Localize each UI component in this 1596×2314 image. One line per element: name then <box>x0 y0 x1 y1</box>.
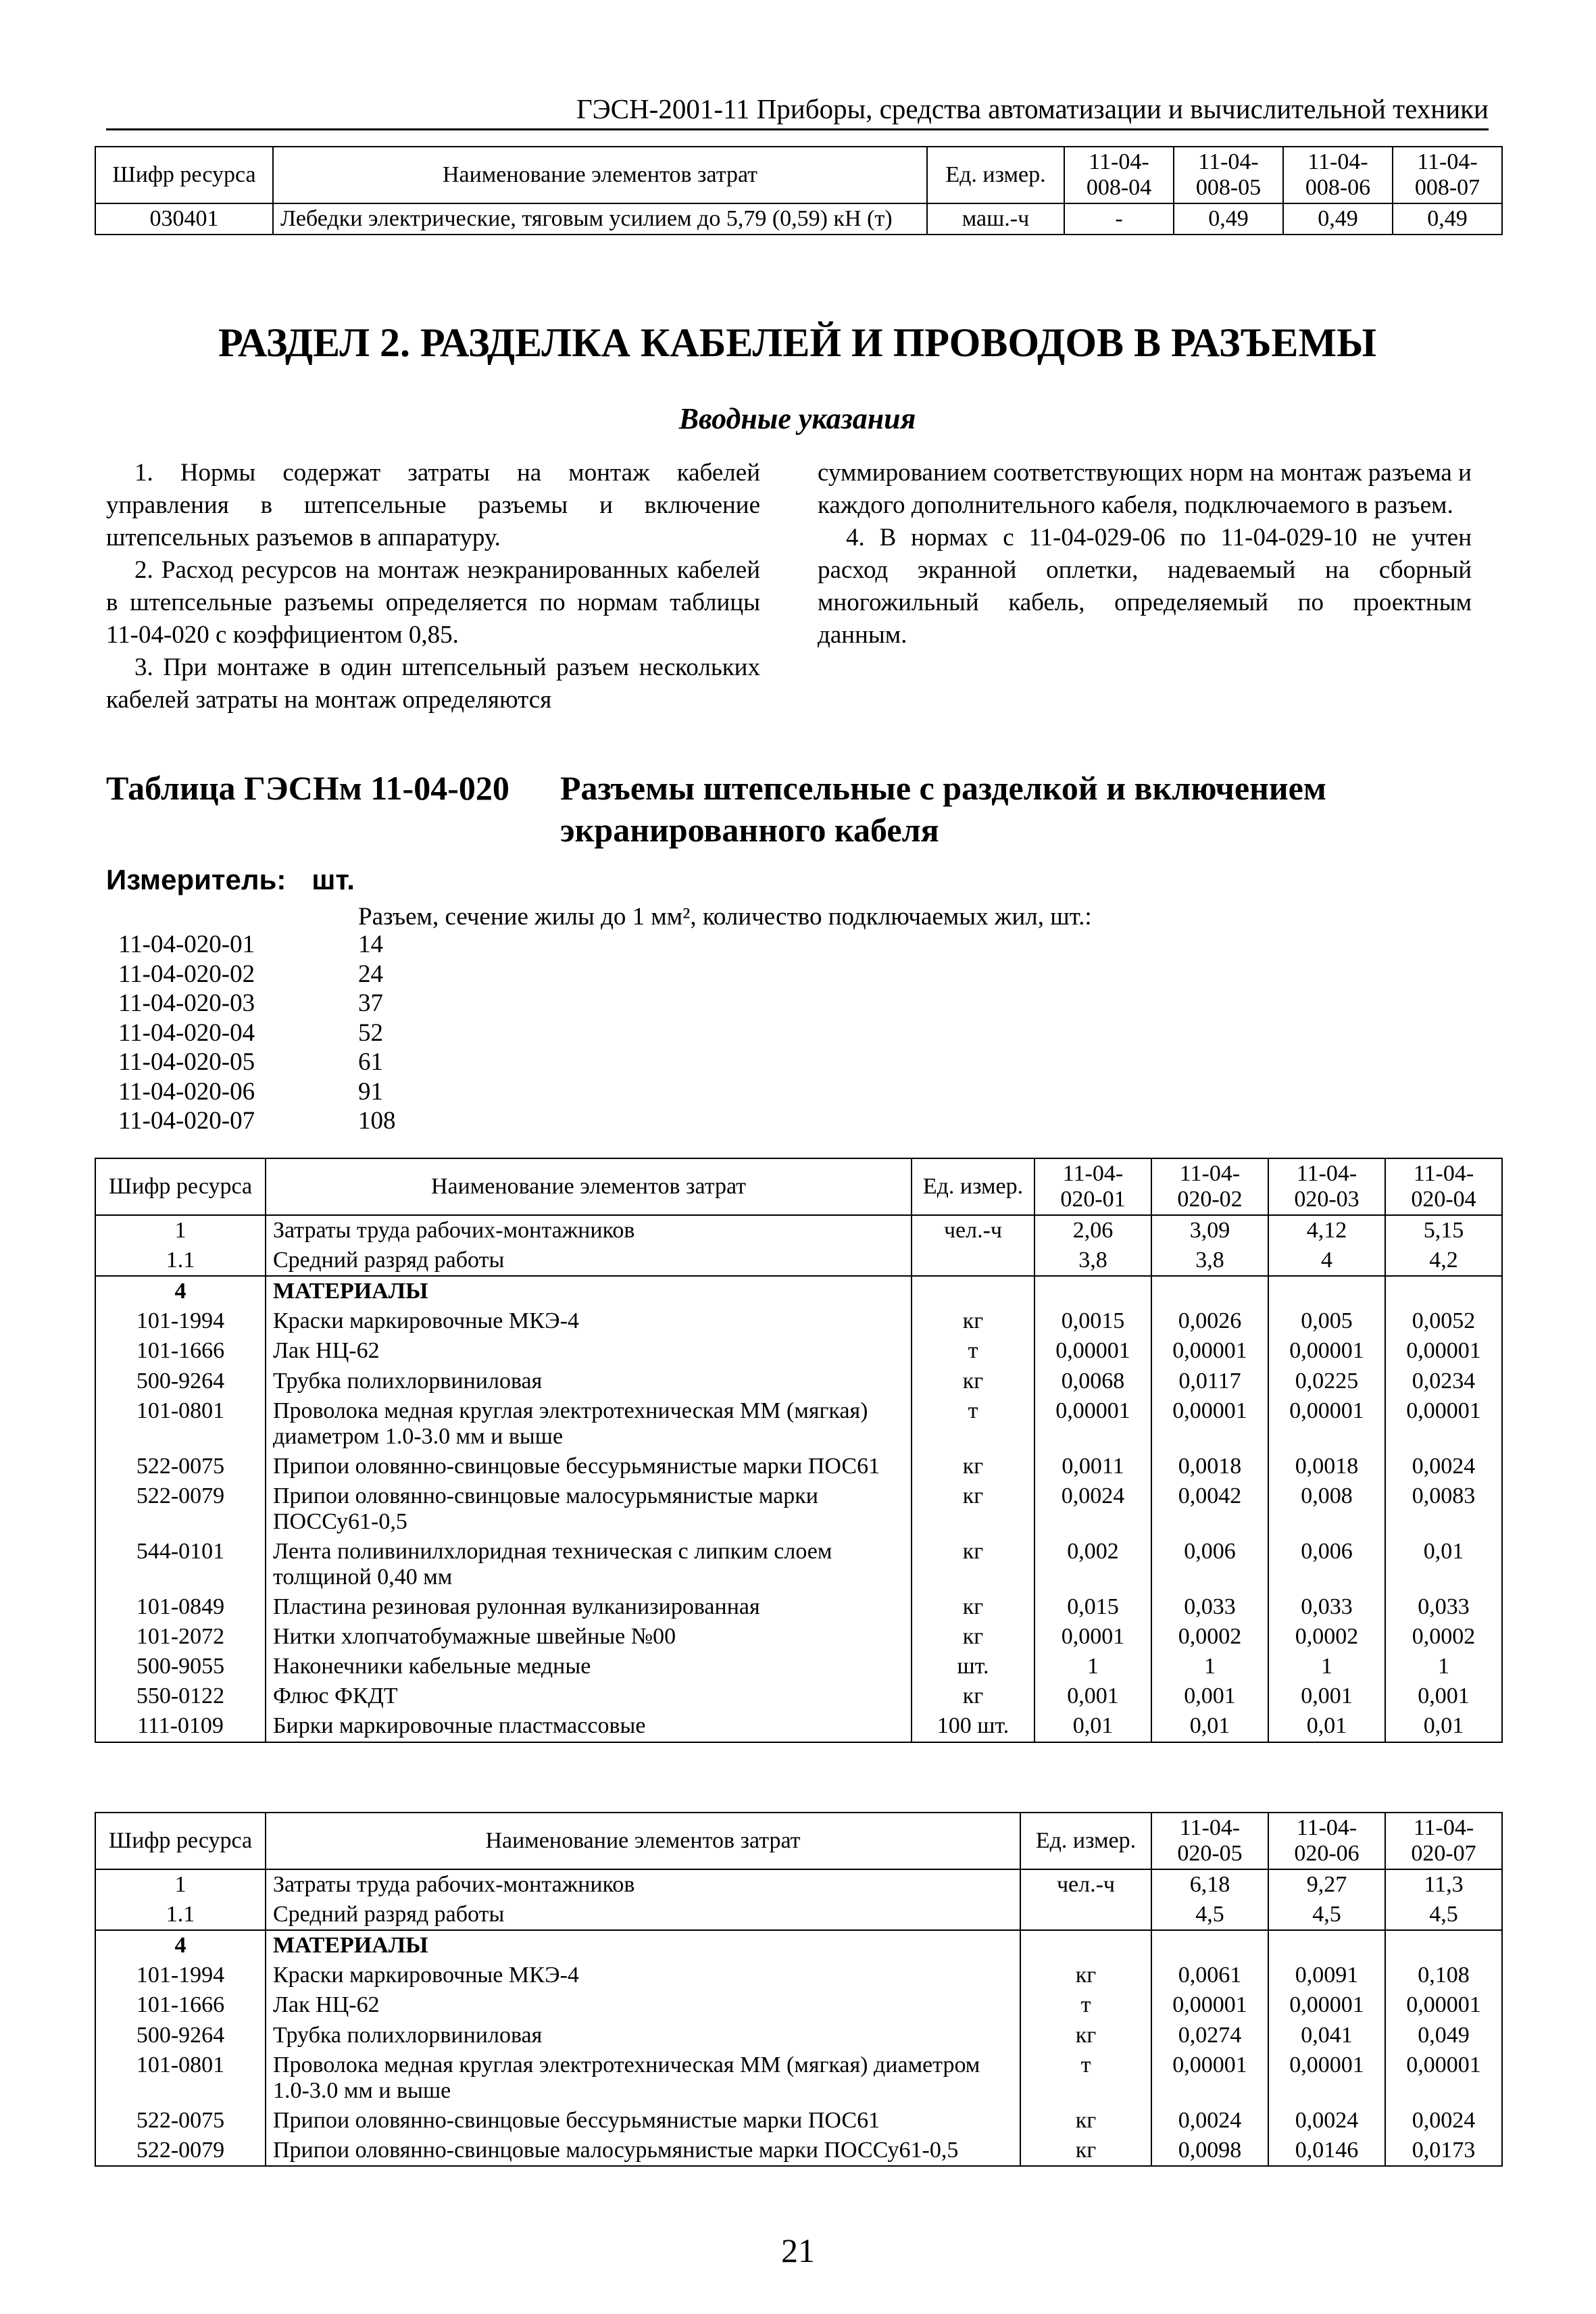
norm-value-cell: 0,0052 <box>1385 1306 1502 1336</box>
cost-element-name-cell: Затраты труда рабочих-монтажников <box>266 1215 912 1246</box>
norm-value-cell: 0,00001 <box>1034 1336 1151 1366</box>
norm-value-cell: 0,00001 <box>1268 2050 1385 2106</box>
norm-value-cell: 0,0002 <box>1151 1622 1268 1652</box>
resource-code-cell: 101-0801 <box>95 1396 266 1452</box>
table-row <box>95 1396 1502 1452</box>
cost-element-name-cell: Пластина резиновая рулонная вулканизированная <box>266 1592 912 1622</box>
resource-code-cell: 500-9055 <box>95 1652 266 1681</box>
unit-cell: кг <box>1020 2106 1151 2136</box>
col-header-norm: 11-04-008-05 <box>1174 147 1283 203</box>
cost-element-name-cell: Лак НЦ-62 <box>266 1990 1020 2020</box>
resource-code-cell: 101-1666 <box>95 1990 266 2020</box>
ident-row <box>118 1018 396 1048</box>
norm-value-cell: 0,0015 <box>1034 1306 1151 1336</box>
resource-code-cell: 1.1 <box>95 1246 266 1276</box>
col-header-norm: 11-04-008-06 <box>1283 147 1393 203</box>
norm-value-cell: 0,0018 <box>1151 1452 1268 1481</box>
norm-value-cell: 0,0117 <box>1151 1367 1268 1396</box>
cost-element-name-cell: Трубка полихлорвиниловая <box>266 1367 912 1396</box>
norm-value-cell: 0,49 <box>1283 203 1393 235</box>
cost-element-name-cell: Лебедки электрические, тяговым усилием до 5,79 (0,59) кН (т) <box>273 203 927 235</box>
norm-value-cell: 0,0002 <box>1268 1622 1385 1652</box>
measure-label: Измеритель: <box>106 864 286 895</box>
table-row <box>95 1681 1502 1711</box>
norm-value-cell: 0,041 <box>1268 2021 1385 2050</box>
unit-cell: кг <box>912 1537 1034 1592</box>
col-header-code: Шифр ресурса <box>95 147 273 203</box>
col-header-unit: Ед. измер. <box>927 147 1064 203</box>
table-header-row <box>95 147 1502 203</box>
cost-element-name-cell: Припои оловянно-свинцовые малосурьмянистые марки ПОССу61-0,5 <box>266 1481 912 1537</box>
ident-row <box>118 930 396 960</box>
table-row <box>95 1215 1502 1246</box>
unit-cell <box>912 1276 1034 1306</box>
ident-code: 11-04-020-01 <box>118 931 255 958</box>
norm-value-cell: 0,0068 <box>1034 1367 1151 1396</box>
intro-paragraph: 2. Расход ресурсов на монтаж неэкранированных кабелей в штепсельные разъемы определяется по нормам таблицы 11-04-020 с коэффициентом 0,85. <box>106 556 760 649</box>
norm-value-cell: 0,0024 <box>1385 1452 1502 1481</box>
norm-value-cell: 0,49 <box>1393 203 1502 235</box>
unit-cell: шт. <box>912 1652 1034 1681</box>
norm-value-cell <box>1151 1276 1268 1306</box>
table-row <box>95 1869 1502 1900</box>
norm-value-cell: 0,0024 <box>1034 1481 1151 1537</box>
col-header-norm: 11-04-020-03 <box>1268 1158 1385 1215</box>
norm-value-cell: 1 <box>1151 1652 1268 1681</box>
norm-value-cell: 4,5 <box>1268 1900 1385 1930</box>
cost-element-name-cell: Лак НЦ-62 <box>266 1336 912 1366</box>
measure-unit: шт. <box>311 864 355 895</box>
norm-value-cell: 0,0234 <box>1385 1367 1502 1396</box>
ident-code: 11-04-020-06 <box>118 1077 255 1106</box>
norm-value-cell: 4,5 <box>1151 1900 1268 1930</box>
cost-element-name-cell: Бирки маркировочные пластмассовые <box>266 1711 912 1742</box>
ident-value: 52 <box>358 1018 383 1047</box>
cost-element-name-cell: Проволока медная круглая электротехническая ММ (мягкая) диаметром 1.0-3.0 мм и выше <box>266 1396 912 1452</box>
table-caption-title: Разъемы штепсельные с разделкой и включением экранированного кабеля <box>560 769 1326 849</box>
norm-value-cell: 0,00001 <box>1385 1336 1502 1366</box>
norm-value-cell: 0,0061 <box>1151 1961 1268 1990</box>
cost-element-name-cell: Проволока медная круглая электротехническая ММ (мягкая) диаметром 1.0-3.0 мм и выше <box>266 2050 1020 2106</box>
resource-code-cell: 111-0109 <box>95 1711 266 1742</box>
norm-value-cell <box>1385 1276 1502 1306</box>
norm-value-cell: 0,0024 <box>1151 2106 1268 2136</box>
norm-value-cell: 0,0091 <box>1268 1961 1385 1990</box>
cost-element-name-cell: Припои оловянно-свинцовые малосурьмянистые марки ПОССу61-0,5 <box>266 2136 1020 2166</box>
norm-value-cell: 0,01 <box>1268 1711 1385 1742</box>
table-row <box>95 1900 1502 1930</box>
cost-element-name-cell: Средний разряд работы <box>266 1900 1020 1930</box>
table-row <box>95 1711 1502 1742</box>
col-header-code: Шифр ресурса <box>95 1158 266 1215</box>
norm-value-cell: 0,0042 <box>1151 1481 1268 1537</box>
norm-value-cell: 1 <box>1034 1652 1151 1681</box>
ident-code: 11-04-020-03 <box>118 989 255 1017</box>
norm-value-cell: 0,0011 <box>1034 1452 1151 1481</box>
resource-code-cell: 500-9264 <box>95 2021 266 2050</box>
unit-cell: кг <box>912 1481 1034 1537</box>
norm-value-cell: 9,27 <box>1268 1869 1385 1900</box>
table-row <box>95 1276 1502 1306</box>
norm-value-cell: 0,0173 <box>1385 2136 1502 2166</box>
cost-element-name-cell: Средний разряд работы <box>266 1246 912 1276</box>
ident-value: 37 <box>358 989 383 1017</box>
col-header-norm: 11-04-020-04 <box>1385 1158 1502 1215</box>
col-header-unit: Ед. измер. <box>912 1158 1034 1215</box>
resource-code-cell: 544-0101 <box>95 1537 266 1592</box>
unit-cell: т <box>1020 1990 1151 2020</box>
resource-code-cell: 500-9264 <box>95 1367 266 1396</box>
norm-value-cell: 0,49 <box>1174 203 1283 235</box>
unit-cell <box>1020 1930 1151 1961</box>
norm-value-cell: 0,0026 <box>1151 1306 1268 1336</box>
unit-cell: кг <box>912 1622 1034 1652</box>
resource-code-cell: 101-0801 <box>95 2050 266 2106</box>
table-row <box>95 1622 1502 1652</box>
table-row <box>95 203 1502 235</box>
running-header: ГЭСН-2001-11 Приборы, средства автоматизации и вычислительной техники <box>576 93 1489 124</box>
table-row <box>95 1367 1502 1396</box>
norm-value-cell: 0,008 <box>1268 1481 1385 1537</box>
resource-code-cell: 522-0079 <box>95 1481 266 1537</box>
ident-row <box>118 1106 396 1136</box>
ident-value: 24 <box>358 960 383 988</box>
norm-value-cell: 0,001 <box>1385 1681 1502 1711</box>
ident-note: Разъем, сечение жилы до 1 мм², количество подключаемых жил, шт.: <box>358 903 1092 931</box>
resource-code-cell: 101-1666 <box>95 1336 266 1366</box>
norm-value-cell: 0,00001 <box>1151 1336 1268 1366</box>
norm-value-cell: 4,2 <box>1385 1246 1502 1276</box>
header-rule <box>106 128 1489 130</box>
norm-value-cell: 0,001 <box>1268 1681 1385 1711</box>
cost-element-name-cell: Припои оловянно-свинцовые бессурьмянистые марки ПОС61 <box>266 1452 912 1481</box>
resource-code-cell: 522-0079 <box>95 2136 266 2166</box>
cost-element-name-cell: Затраты труда рабочих-монтажников <box>266 1869 1020 1900</box>
norm-value-cell: 0,033 <box>1268 1592 1385 1622</box>
resource-code-cell: 4 <box>95 1930 266 1961</box>
cost-element-name-cell: Краски маркировочные МКЭ-4 <box>266 1306 912 1336</box>
unit-cell: кг <box>1020 1961 1151 1990</box>
col-header-name: Наименование элементов затрат <box>266 1813 1020 1869</box>
norm-value-cell: 0,006 <box>1268 1537 1385 1592</box>
col-header-code: Шифр ресурса <box>95 1813 266 1869</box>
norm-value-cell: 0,00001 <box>1268 1396 1385 1452</box>
norm-value-cell: 0,002 <box>1034 1537 1151 1592</box>
norm-value-cell: 0,033 <box>1151 1592 1268 1622</box>
table-row <box>95 1961 1502 1990</box>
intro-paragraph: 3. При монтаже в один штепсельный разъем нескольких кабелей затраты на монтаж определяются <box>106 654 760 714</box>
norm-value-cell: 1 <box>1385 1652 1502 1681</box>
col-header-name: Наименование элементов затрат <box>273 147 927 203</box>
cost-element-name-cell: Лента поливинилхлоридная техническая с липким слоем толщиной 0,40 мм <box>266 1537 912 1592</box>
ident-code: 11-04-020-02 <box>118 960 255 988</box>
norm-value-cell: 4,12 <box>1268 1215 1385 1246</box>
col-header-norm: 11-04-008-04 <box>1064 147 1174 203</box>
table-caption-number: Таблица ГЭСНм 11-04-020 <box>106 769 509 807</box>
table-row <box>95 1452 1502 1481</box>
table-row <box>95 1537 1502 1592</box>
norm-value-cell: 3,8 <box>1034 1246 1151 1276</box>
norm-value-cell: 5,15 <box>1385 1215 1502 1246</box>
cost-element-name-cell: Флюс ФКДТ <box>266 1681 912 1711</box>
table-row <box>95 1336 1502 1366</box>
norm-value-cell: 1 <box>1268 1652 1385 1681</box>
resource-code-cell: 1 <box>95 1215 266 1246</box>
table-row <box>95 1592 1502 1622</box>
table-row <box>95 1652 1502 1681</box>
table-header-row <box>95 1813 1502 1869</box>
table-row <box>95 1930 1502 1961</box>
intro-right-column <box>818 457 1472 651</box>
norm-value-cell: 0,0002 <box>1385 1622 1502 1652</box>
norm-value-cell: 0,00001 <box>1151 1990 1268 2020</box>
norm-value-cell: 0,005 <box>1268 1306 1385 1336</box>
norm-value-cell: 0,001 <box>1034 1681 1151 1711</box>
col-header-norm: 11-04-008-07 <box>1393 147 1502 203</box>
resource-code-cell: 101-1994 <box>95 1961 266 1990</box>
table-row <box>95 2136 1502 2166</box>
norm-value-cell: 0,00001 <box>1385 1396 1502 1452</box>
unit-cell: кг <box>1020 2021 1151 2050</box>
ident-list <box>118 930 396 1136</box>
unit-cell <box>1020 1900 1151 1930</box>
resource-code-cell: 522-0075 <box>95 2106 266 2136</box>
ident-value: 91 <box>358 1077 383 1106</box>
norm-value-cell: 6,18 <box>1151 1869 1268 1900</box>
norm-value-cell: 0,0024 <box>1268 2106 1385 2136</box>
cost-element-name-cell: МАТЕРИАЛЫ <box>266 1276 912 1306</box>
norm-value-cell: 0,001 <box>1151 1681 1268 1711</box>
norm-value-cell: 0,00001 <box>1151 2050 1268 2106</box>
resource-code-cell: 101-1994 <box>95 1306 266 1336</box>
ident-code: 11-04-020-07 <box>118 1107 255 1135</box>
norm-value-cell: - <box>1064 203 1174 235</box>
unit-cell <box>912 1246 1034 1276</box>
intro-heading: Вводные указания <box>678 402 916 435</box>
norm-value-cell: 4,5 <box>1385 1900 1502 1930</box>
unit-cell: маш.-ч <box>927 203 1064 235</box>
ident-row <box>118 1077 396 1107</box>
col-header-norm: 11-04-020-06 <box>1268 1813 1385 1869</box>
table-row <box>95 1246 1502 1276</box>
norm-value-cell: 0,033 <box>1385 1592 1502 1622</box>
resource-code-cell: 550-0122 <box>95 1681 266 1711</box>
unit-cell: кг <box>912 1306 1034 1336</box>
norm-value-cell: 0,015 <box>1034 1592 1151 1622</box>
resource-code-cell: 030401 <box>95 203 273 235</box>
unit-cell: кг <box>912 1367 1034 1396</box>
col-header-norm: 11-04-020-01 <box>1034 1158 1151 1215</box>
cost-element-name-cell: Краски маркировочные МКЭ-4 <box>266 1961 1020 1990</box>
norm-value-cell: 11,3 <box>1385 1869 1502 1900</box>
unit-cell: кг <box>912 1681 1034 1711</box>
unit-cell: кг <box>912 1452 1034 1481</box>
norm-value-cell: 0,006 <box>1151 1537 1268 1592</box>
norm-value-cell <box>1385 1930 1502 1961</box>
cost-element-name-cell: МАТЕРИАЛЫ <box>266 1930 1020 1961</box>
resource-code-cell: 1.1 <box>95 1900 266 1930</box>
norm-value-cell <box>1268 1930 1385 1961</box>
unit-cell: т <box>912 1336 1034 1366</box>
norm-table-b <box>95 1812 1503 2167</box>
norm-value-cell <box>1151 1930 1268 1961</box>
norm-value-cell: 3,09 <box>1151 1215 1268 1246</box>
resource-code-cell: 4 <box>95 1276 266 1306</box>
measure-line <box>106 862 355 897</box>
norm-value-cell: 0,01 <box>1151 1711 1268 1742</box>
unit-cell: чел.-ч <box>912 1215 1034 1246</box>
col-header-unit: Ед. измер. <box>1020 1813 1151 1869</box>
ident-value: 61 <box>358 1048 383 1076</box>
norm-value-cell: 0,01 <box>1385 1711 1502 1742</box>
norm-value-cell: 0,0146 <box>1268 2136 1385 2166</box>
norm-value-cell: 0,01 <box>1385 1537 1502 1592</box>
norm-value-cell: 0,108 <box>1385 1961 1502 1990</box>
norm-value-cell: 0,0018 <box>1268 1452 1385 1481</box>
norm-value-cell: 0,0001 <box>1034 1622 1151 1652</box>
table-row <box>95 1990 1502 2020</box>
table-row <box>95 2106 1502 2136</box>
cost-element-name-cell: Трубка полихлорвиниловая <box>266 2021 1020 2050</box>
ident-value: 14 <box>358 931 383 958</box>
norm-value-cell: 0,0225 <box>1268 1367 1385 1396</box>
cost-element-name-cell: Нитки хлопчатобумажные швейные №00 <box>266 1622 912 1652</box>
col-header-name: Наименование элементов затрат <box>266 1158 912 1215</box>
page-number: 21 <box>781 2232 815 2269</box>
table-header-row <box>95 1158 1502 1215</box>
norm-value-cell: 0,049 <box>1385 2021 1502 2050</box>
col-header-norm: 11-04-020-05 <box>1151 1813 1268 1869</box>
col-header-norm: 11-04-020-02 <box>1151 1158 1268 1215</box>
ident-code: 11-04-020-05 <box>118 1048 255 1076</box>
cost-element-name-cell: Припои оловянно-свинцовые бессурьмянистые марки ПОС61 <box>266 2106 1020 2136</box>
norm-value-cell: 0,00001 <box>1385 1990 1502 2020</box>
intro-left-column <box>106 457 760 716</box>
unit-cell: т <box>1020 2050 1151 2106</box>
norm-value-cell: 3,8 <box>1151 1246 1268 1276</box>
intro-paragraph: суммированием соответствующих норм на монтаж разъема и каждого дополнительного кабеля, подключаемого в разъем. <box>818 459 1472 519</box>
norm-value-cell: 4 <box>1268 1246 1385 1276</box>
resource-code-cell: 522-0075 <box>95 1452 266 1481</box>
resource-code-cell: 1 <box>95 1869 266 1900</box>
ident-row <box>118 960 396 989</box>
norm-value-cell: 0,00001 <box>1034 1396 1151 1452</box>
norm-value-cell <box>1268 1276 1385 1306</box>
ident-row <box>118 1048 396 1077</box>
unit-cell: кг <box>912 1592 1034 1622</box>
norm-value-cell <box>1034 1276 1151 1306</box>
table-row <box>95 2050 1502 2106</box>
cost-element-name-cell: Наконечники кабельные медные <box>266 1652 912 1681</box>
table-row <box>95 2021 1502 2050</box>
section-title: РАЗДЕЛ 2. РАЗДЕЛКА КАБЕЛЕЙ И ПРОВОДОВ В РАЗЪЕМЫ <box>218 320 1376 365</box>
norm-value-cell: 0,00001 <box>1268 1990 1385 2020</box>
continuation-table <box>95 146 1503 235</box>
resource-code-cell: 101-0849 <box>95 1592 266 1622</box>
norm-value-cell: 0,01 <box>1034 1711 1151 1742</box>
norm-value-cell: 0,0274 <box>1151 2021 1268 2050</box>
unit-cell: 100 шт. <box>912 1711 1034 1742</box>
norm-table-a <box>95 1158 1503 1743</box>
norm-value-cell: 2,06 <box>1034 1215 1151 1246</box>
ident-code: 11-04-020-04 <box>118 1018 255 1047</box>
table-row <box>95 1481 1502 1537</box>
unit-cell: чел.-ч <box>1020 1869 1151 1900</box>
norm-value-cell: 0,00001 <box>1385 2050 1502 2106</box>
norm-value-cell: 0,0083 <box>1385 1481 1502 1537</box>
intro-paragraph: 4. В нормах с 11-04-029-06 по 11-04-029-10 не учтен расход экранной оплетки, надеваемый на сборный многожильный кабель, определяемый по проектным данным. <box>818 524 1472 649</box>
norm-value-cell: 0,00001 <box>1268 1336 1385 1366</box>
intro-paragraph: 1. Нормы содержат затраты на монтаж кабелей управления в штепсельные разъемы и включение штепсельных разъемов в аппаратуру. <box>106 459 760 551</box>
ident-row <box>118 989 396 1018</box>
col-header-norm: 11-04-020-07 <box>1385 1813 1502 1869</box>
norm-value-cell: 0,0098 <box>1151 2136 1268 2166</box>
norm-value-cell: 0,00001 <box>1151 1396 1268 1452</box>
table-row <box>95 1306 1502 1336</box>
norm-value-cell: 0,0024 <box>1385 2106 1502 2136</box>
resource-code-cell: 101-2072 <box>95 1622 266 1652</box>
ident-value: 108 <box>358 1107 396 1135</box>
unit-cell: т <box>912 1396 1034 1452</box>
unit-cell: кг <box>1020 2136 1151 2166</box>
